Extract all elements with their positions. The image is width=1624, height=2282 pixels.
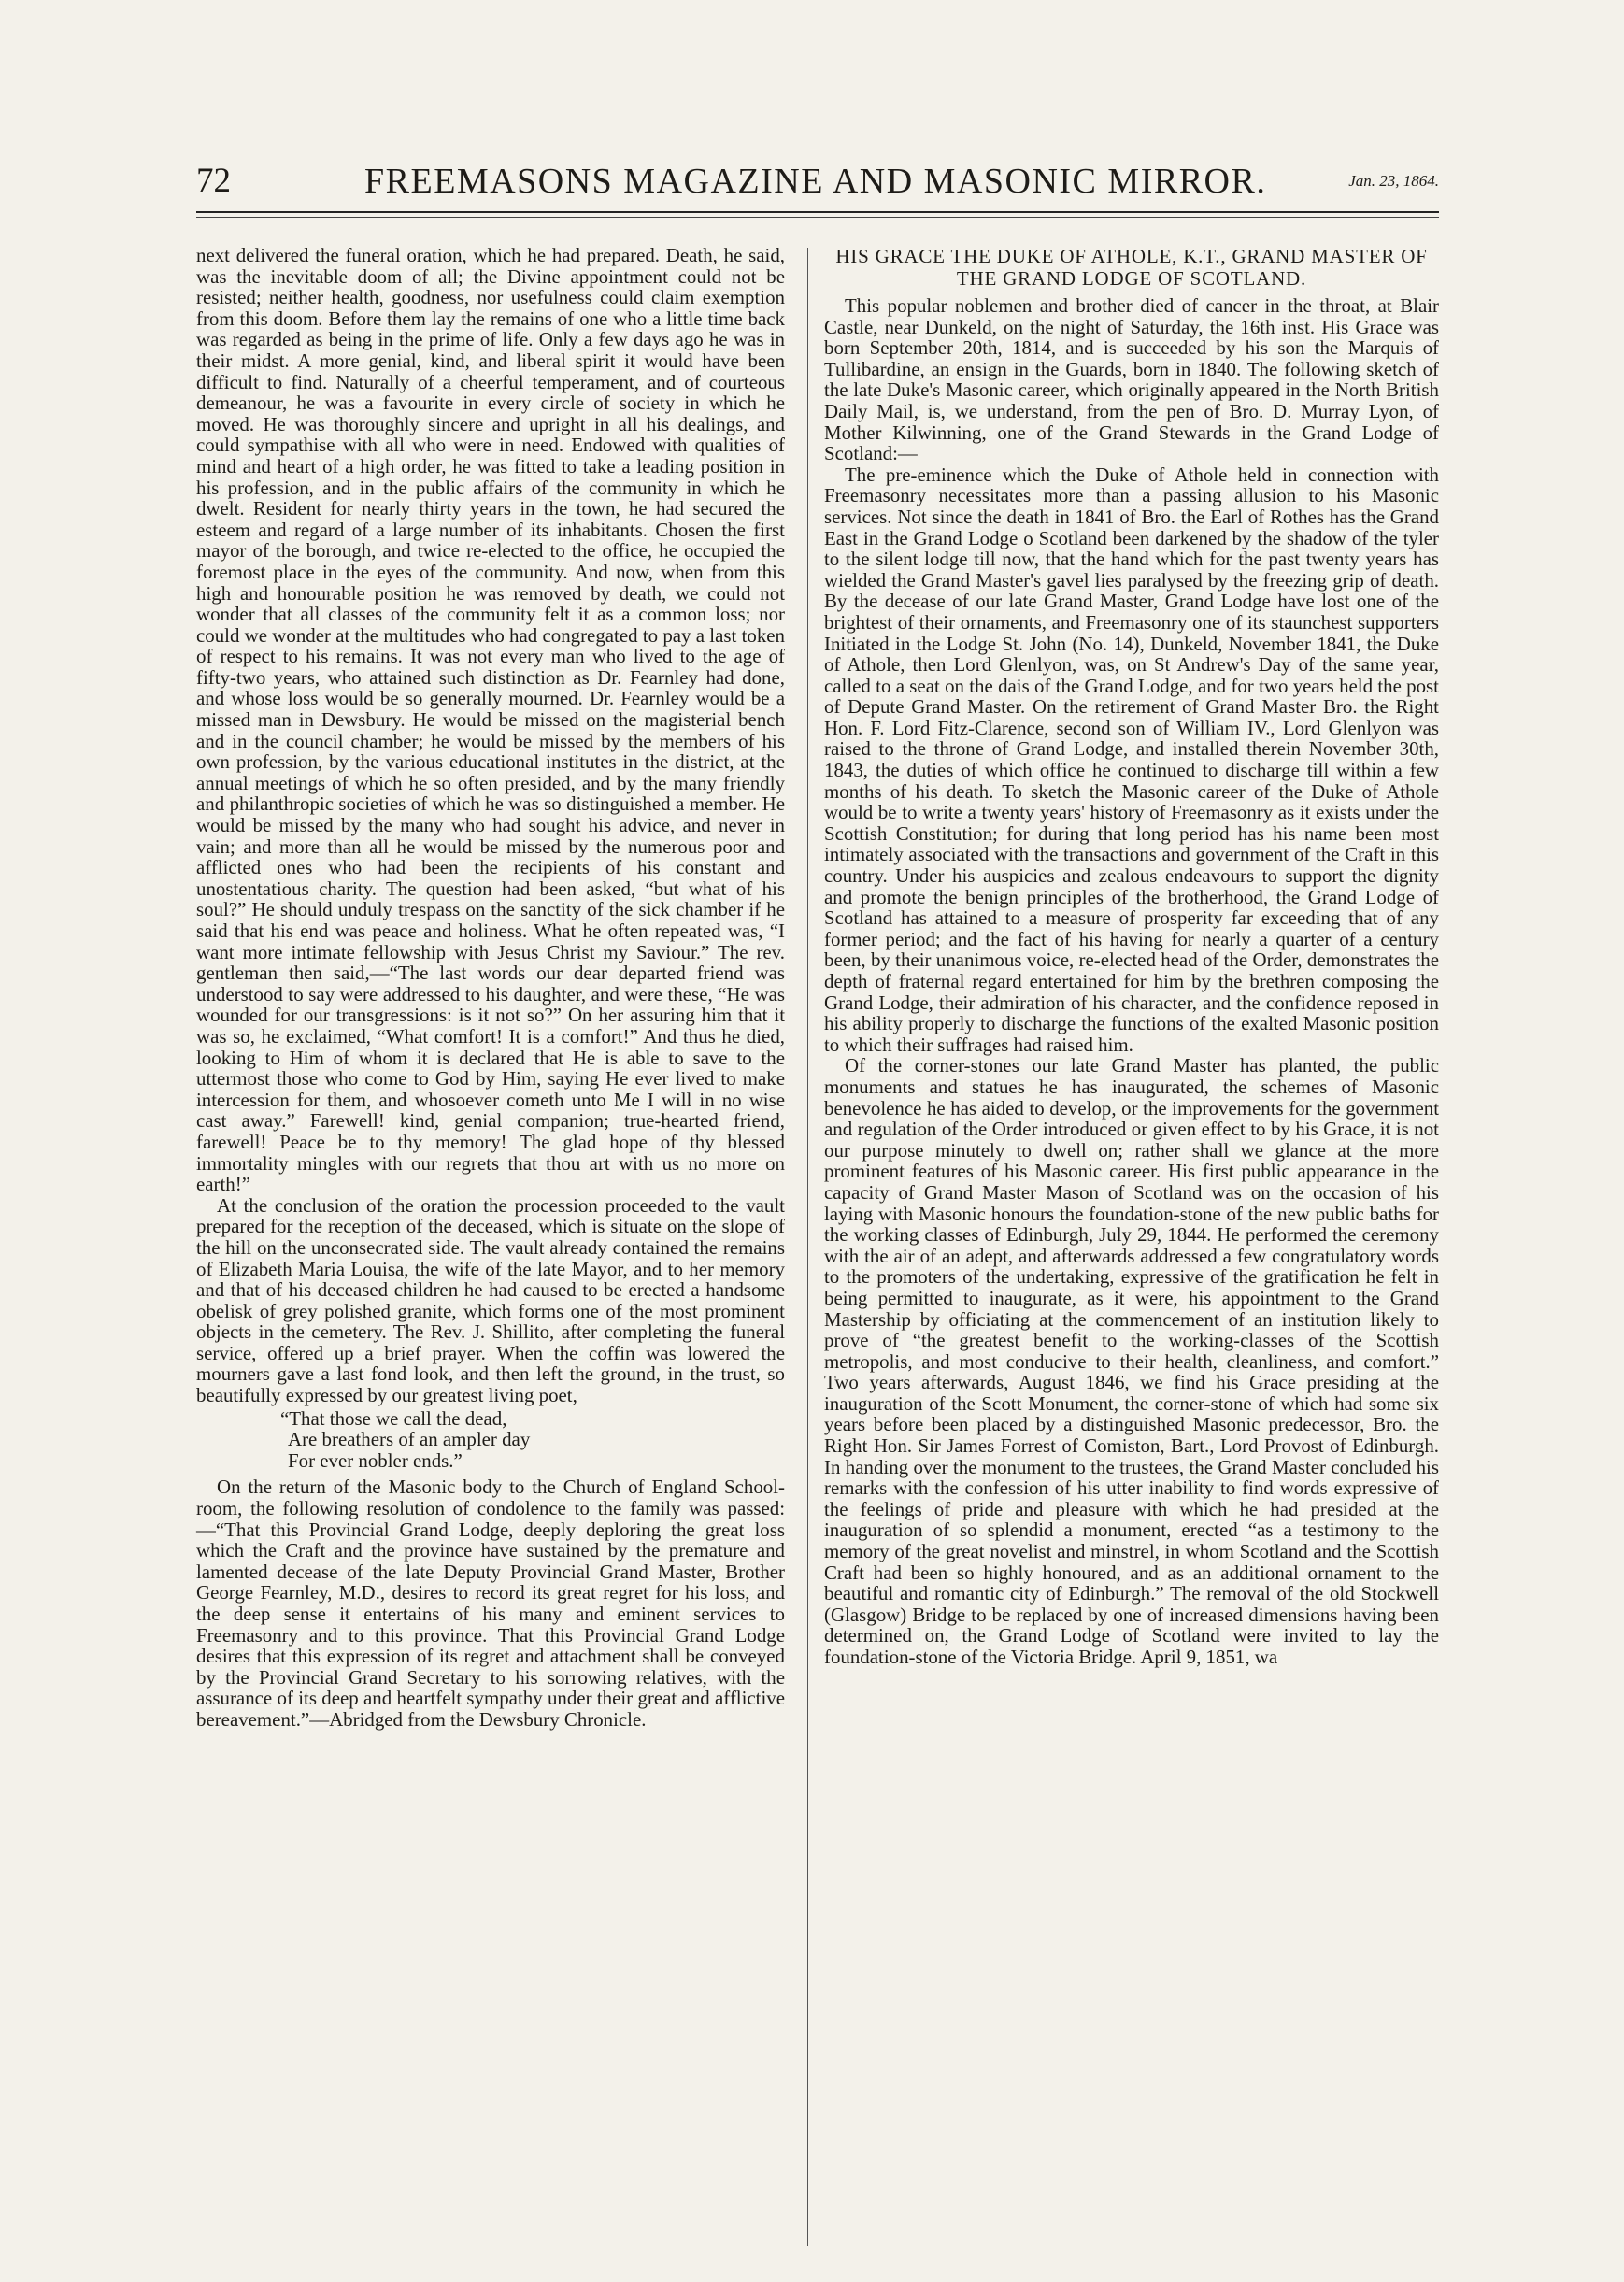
article-title: HIS GRACE THE DUKE OF ATHOLE, K.T., GRAND MASTER OF THE GRAND LODGE OF SCOTLAND.: [835, 245, 1428, 290]
corner-stones-paragraph: Of the corner-stones our late Grand Master has planted, the public monuments and statues he has inaugurated, the schemes of Masonic benevolence he has aided to develop, or the improvements for the government and regulation of the Order introduced or given effect to by his Grace, it is not our purpose minutely to dwell on; rather shall we glance at the more prominent features of his Masonic career. His first public appearance in the capacity of Grand Master Mason of Scotland was on the occasion of his laying with Masonic honours the foundation-stone of the new public baths for the working classes of Edinburgh, July 29, 1844. He performed the ceremony with the air of an adept, and afterwards addressed a few congratulatory words to the promoters of the undertaking, expressive of the gratification he felt in being permitted to inaugurate, as it were, his appointment to the Grand Mastership by officiating at the commencement of an institution likely to prove of “the greatest benefit to the working-classes of the Scottish metropolis, and most conducive to their health, cleanliness, and comfort.” Two years afterwards, August 1846, we find his Grace presiding at the inauguration of the Scott Monument, the corner-stone of which had some six years before been placed by a distinguished Masonic predecessor, Bro. the Right Hon. Sir James Forrest of Comiston, Bart., Lord Provost of Edinburgh. In handing over the monument to the trustees, the Grand Master concluded his remarks with the confession of his utter inability to find words expressive of the feelings of pride and pleasure with which he had presided at the inauguration of so splendid a monument, erected “as a testimony to the memory of the great novelist and minstrel, in whom Scotland and the Scottish Craft had been so highly honoured, and as an additional ornament to the beautiful and romantic city of Edinburgh.” The removal of the old Stockwell (Glasgow) Bridge to be replaced by one of increased dimensions having been determined on, the Grand Lodge of Scotland were invited to lay the foundation-stone of the Victoria Bridge. April 9, 1851, wa: [824, 1054, 1439, 1668]
page-number: 72: [196, 162, 231, 200]
resolution-paragraph: On the return of the Masonic body to the Church of England School-room, the following resolution of condolence to the family was passed:—“That this Provincial Grand Lodge, deeply deploring the great loss which the Craft and the province have sustained by the premature and lamented decease of the late Deputy Provincial Grand Master, Brother George Fearnley, M.D., desires to record its great regret for his loss, and the deep sense it entertains of his many and eminent services to Freemasonry and to this province. That this Provincial Grand Lodge desires that this expression of its regret and attachment shall be conveyed by the Provincial Grand Secretary to his sorrowing relatives, with the assurance of its deep and heartfelt sympathy under their great and afflictive bereavement.”—Abridged from the Dewsbury Chronicle.: [196, 1476, 785, 1731]
intro-paragraph: This popular noblemen and brother died of cancer in the throat, at Blair Castle, near Dunkeld, on the night of Saturday, the 16th inst. His Grace was born September 20th, 1814, and is succeeded by his son the Marquis of Tullibardine, an ensign in the Guards, born in 1840. The following sketch of the late Duke's Masonic career, which originally appeared in the North British Daily Mail, is, we understand, from the pen of Bro. D. Murray Lyon, of Mother Kilwinning, one of the Grand Stewards in the Grand Lodge of Scotland:—: [824, 294, 1439, 465]
magazine-title: FREEMASONS MAGAZINE AND MASONIC MIRROR.: [364, 162, 1267, 201]
funeral-oration-paragraph: next delivered the funeral oration, which he had prepared. Death, he said, was the inevitable doom of all; the Divine appointment could not be resisted; neither health, goodness, nor usefulness could claim exemption from this doom. Before them lay the remains of one who a little time back was regarded as being in the prime of life. Only a few days ago he was in their midst. A more genial, kind, and liberal spirit it would have been difficult to find. Naturally of a cheerful temperament, and of courteous demeanour, he was a favourite in every circle of society in which he moved. He was thoroughly sincere and upright in all his dealings, and could sympathise with all who were in need. Endowed with qualities of mind and heart of a high order, he was fitted to take a leading position in his profession, and in the public affairs of the community in which he dwelt. Resident for nearly thirty years in the town, he had secured the esteem and regard of a large number of its inhabitants. Chosen the first mayor of the borough, and twice re-elected to the office, he occupied the foremost place in the eyes of the community. And now, when from this high and honourable position he was removed by death, we could not wonder that all classes of the community felt it as a common loss; nor could we wonder at the multitudes who had congregated to pay a last token of respect to his remains. It was not every man who lived to the age of fifty-two years, who attained such distinction as Dr. Fearnley had done, and whose loss would be so generally mourned. Dr. Fearnley would be a missed man in Dewsbury. He would be missed on the magisterial bench and in the council chamber; he would be missed by the members of his own profession, by the various educational institutes in the district, at the annual meetings of which he so often presided, and by the many friendly and philanthropic societies of which he was so distinguished a member. He would be missed by the many who had sought his advice, and never in vain; and more than all he would be missed by the numerous poor and afflicted ones who had been the recipients of his constant and unostentatious charity. The question had been asked, “but what of his soul?” He should unduly trespass on the sanctity of the sick chamber if he said that his end was peace and holiness. What he often repeated was, “I want more intimate fellowship with Jesus Christ my Saviour.” The rev. gentleman then said,—“The last words our dear departed friend was understood to say were addressed to his daughter, and were these, “He was wounded for our transgressions: is it not so?” On her assuring him that it was so, he exclaimed, “What comfort! It is a comfort!” And thus he died, looking to Him of whom it is declared that He is able to save to the uttermost those who come to God by Him, saying He ever lived to make intercession for them, and whosoever cometh unto Me I will in no wise cast away.” Farewell! kind, genial companion; true-hearted friend, farewell! Peace be to thy memory! The glad hope of thy blessed immortality mingles with our regrets that thou art with us no more on earth!”: [196, 244, 785, 1196]
column-divider: [807, 248, 808, 2246]
header-rule-thin: [196, 217, 1439, 218]
poem-line: For ever nobler ends.”: [288, 1448, 463, 1472]
right-column: [824, 245, 1439, 1668]
left-column: [196, 245, 785, 1731]
header-rule: [196, 211, 1439, 213]
issue-date: Jan. 23, 1864.: [1348, 172, 1439, 190]
poem-quotation: [280, 1408, 785, 1472]
poem-line: “That those we call the dead,: [280, 1406, 507, 1430]
masonic-career-paragraph: The pre-eminence which the Duke of Athole held in connection with Freemasonry necessitates more than a passing allusion to his Masonic services. Not since the death in 1841 of Bro. the Earl of Rothes has the Grand East in the Grand Lodge o Scotland been darkened by the shadow of the tyler to the silent lodge till now, that the hand which for the past twenty years has wielded the Grand Master's gavel lies paralysed by the freezing grip of death. By the decease of our late Grand Master, Grand Lodge have lost one of the brightest of their ornaments, and Freemasonry one of its staunchest supporters Initiated in the Lodge St. John (No. 14), Dunkeld, November 1841, the Duke of Athole, then Lord Glenlyon, was, on St Andrew's Day of the same year, called to a seat on the dais of the Grand Lodge, and for two years held the post of Depute Grand Master. On the retirement of Grand Master Bro. the Right Hon. F. Lord Fitz-Clarence, second son of William IV., Lord Glenlyon was raised to the throne of Grand Lodge, and installed therein November 30th, 1843, the duties of which office he continued to discharge till within a few months of his death. To sketch the Masonic career of the Duke of Athole would be to write a twenty years' history of Freemasonry as it exists under the Scottish Constitution; for during that long period has his name been most intimately associated with the transactions and government of the Craft in this country. Under his auspicies and zealous endeavours to support the dignity and promote the benign principles of the brotherhood, the Grand Lodge of Scotland has attained to a measure of prosperity far exceeding that of any former period; and the fact of his having for nearly a quarter of a century been, by their unanimous voice, re-elected head of the Order, demonstrates the depth of fraternal regard entertained for him by the brethren composing the Grand Lodge, their admiration of his character, and the confidence reposed in his ability properly to discharge the functions of the exalted Masonic position to which their suffrages had raised him.: [824, 463, 1439, 1056]
poem-line: Are breathers of an ampler day: [288, 1428, 531, 1451]
page-header: [196, 161, 1439, 207]
procession-paragraph: At the conclusion of the oration the procession proceeded to the vault prepared for the reception of the deceased, which is situate on the slope of the hill on the unconsecrated side. The vault already contained the remains of Elizabeth Maria Louisa, the wife of the late Mayor, and to her memory and that of his deceased children he had caused to be erected a handsome obelisk of grey polished granite, which forms one of the most prominent objects in the cemetery. The Rev. J. Shillito, after completing the funeral service, offered up a brief prayer. When the coffin was lowered the mourners gave a last fond look, and then left the ground, in the trust, so beautifully expressed by our greatest living poet,: [196, 1193, 785, 1407]
